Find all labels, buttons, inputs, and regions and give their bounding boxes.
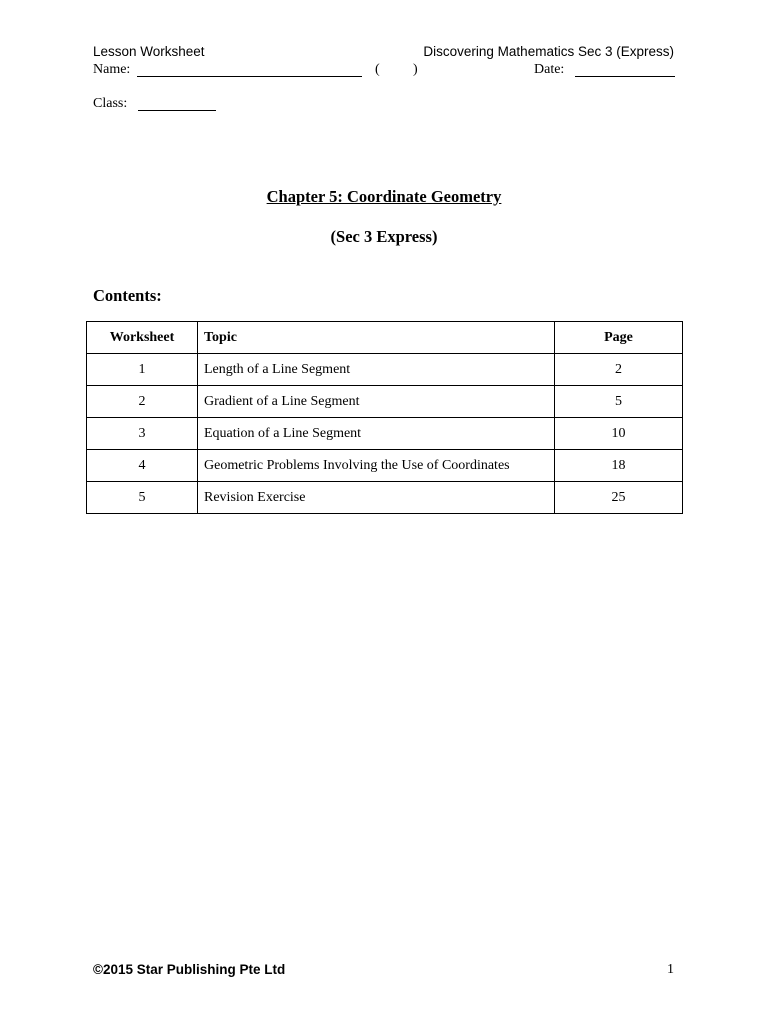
column-header-page: Page (555, 322, 683, 354)
worksheet-number: 3 (87, 418, 198, 450)
topic-name: Length of a Line Segment (198, 354, 555, 386)
contents-table (86, 321, 683, 514)
header-right: Discovering Mathematics Sec 3 (Express) (423, 44, 674, 59)
class-blank-line (138, 110, 216, 111)
page-number: 10 (555, 418, 683, 450)
worksheet-number: 2 (87, 386, 198, 418)
worksheet-number: 1 (87, 354, 198, 386)
name-label: Name: (93, 62, 131, 77)
class-label: Class: (93, 96, 128, 111)
page-number: 25 (555, 482, 683, 514)
chapter-subtitle: (Sec 3 Express) (330, 227, 438, 246)
topic-name: Gradient of a Line Segment (198, 386, 555, 418)
date-label: Date: (534, 62, 565, 77)
chapter-title (0, 187, 768, 207)
table-row (87, 354, 683, 386)
name-date-row (93, 62, 675, 80)
table-row (87, 386, 683, 418)
table-header-row (87, 322, 683, 354)
topic-name: Revision Exercise (198, 482, 555, 514)
footer-copyright: ©2015 Star Publishing Pte Ltd (93, 962, 286, 977)
worksheet-number: 4 (87, 450, 198, 482)
date-blank-line (575, 76, 675, 77)
table-row (87, 482, 683, 514)
topic-name: Equation of a Line Segment (198, 418, 555, 450)
page-number: 2 (555, 354, 683, 386)
register-number-paren-close: ) (413, 62, 418, 77)
class-row (93, 96, 293, 114)
column-header-worksheet: Worksheet (87, 322, 198, 354)
column-header-topic: Topic (198, 322, 555, 354)
register-number-paren-open: ( (375, 62, 380, 77)
header-left: Lesson Worksheet (93, 44, 205, 59)
topic-name: Geometric Problems Involving the Use of Coordinates (198, 450, 555, 482)
table-row (87, 418, 683, 450)
page-number: 18 (555, 450, 683, 482)
page-number: 5 (555, 386, 683, 418)
chapter-title-text: Chapter 5: Coordinate Geometry (266, 187, 502, 206)
name-blank-line (137, 76, 362, 77)
worksheet-number: 5 (87, 482, 198, 514)
contents-heading: Contents: (93, 286, 162, 305)
table-row (87, 450, 683, 482)
footer-page-number: 1 (667, 962, 674, 977)
